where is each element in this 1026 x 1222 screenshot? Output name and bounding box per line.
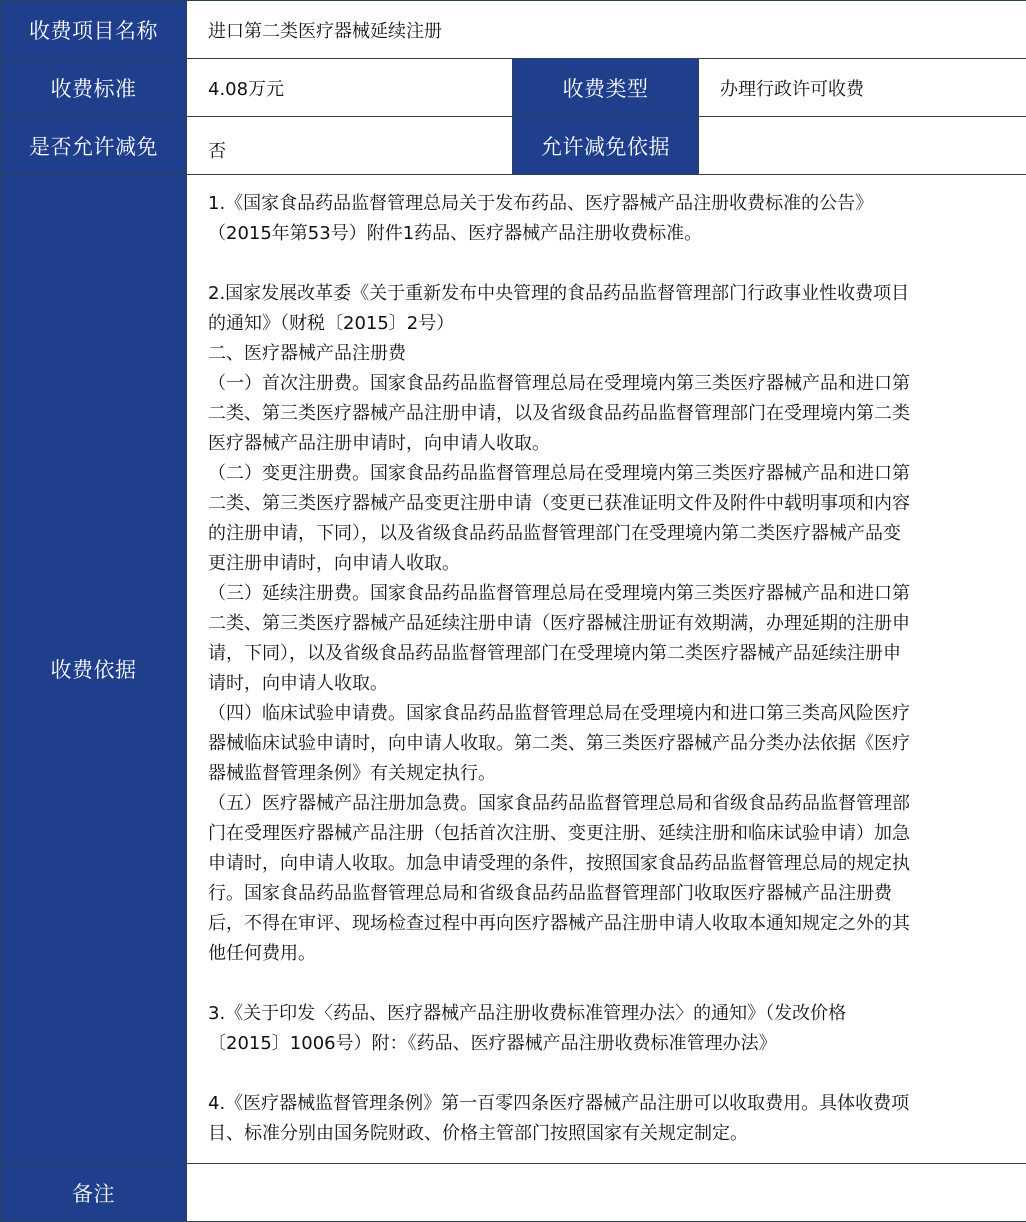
row-fee-basis bbox=[1, 175, 1026, 1164]
remarks-label: 备注 bbox=[1, 1164, 187, 1222]
reduction-basis-label: 允许减免依据 bbox=[513, 117, 699, 175]
reduction-allowed-label: 是否允许减免 bbox=[1, 117, 187, 175]
fee-type-value: 办理行政许可收费 bbox=[699, 59, 1026, 117]
row-reduction bbox=[1, 117, 1026, 175]
row-fee-item-name bbox=[1, 1, 1026, 59]
remarks-value bbox=[187, 1164, 1026, 1222]
fee-basis-paragraph-3: 3.《关于印发〈药品、医疗器械产品注册收费标准管理办法〉的通知》（发改价格 〔2015〕1006号）附：《药品、医疗器械产品注册收费标准管理办法》 bbox=[208, 999, 1004, 1059]
fee-basis-content bbox=[187, 175, 1026, 1164]
reduction-allowed-value: 否 bbox=[187, 117, 513, 175]
row-fee-standard bbox=[1, 59, 1026, 117]
fee-type-label: 收费类型 bbox=[513, 59, 699, 117]
fee-standard-label: 收费标准 bbox=[1, 59, 187, 117]
fee-item-name-value: 进口第二类医疗器械延续注册 bbox=[187, 1, 1026, 59]
fee-item-name-label: 收费项目名称 bbox=[1, 1, 187, 59]
fee-basis-paragraph-1: 1.《国家食品药品监督管理总局关于发布药品、医疗器械产品注册收费标准的公告》 （2015年第53号）附件1药品、医疗器械产品注册收费标准。 bbox=[208, 189, 1004, 249]
fee-basis-paragraph-4: 4.《医疗器械监督管理条例》第一百零四条医疗器械产品注册可以收取费用。具体收费项 目、标准分别由国务院财政、价格主管部门按照国家有关规定制定。 bbox=[208, 1089, 1004, 1149]
reduction-basis-value bbox=[699, 117, 1026, 175]
fee-basis-label: 收费依据 bbox=[1, 175, 187, 1164]
row-remarks bbox=[1, 1164, 1026, 1222]
fee-basis-paragraph-2: 2.国家发展改革委《关于重新发布中央管理的食品药品监督管理部门行政事业性收费项目 的通知》（财税〔2015〕2号） 二、医疗器械产品注册费 （一）首次注册费。国家食品药品监督管理总局在受理境内第三类医疗器械产品和进口第 二类、第三类医疗器械产品注册申请，以及省级食品药品监督管理部门在受理境内第二类 医疗器械产品注册申请时，向申请人收取。 （二）变更注册费。国家食品药品监督管理总局在受理境内第三类医疗器械产品和进口第 二类、第三类医疗器械产品变更注册申请（变更已获准证明文件及附件中载明事项和内容 的注册申请，下同），以及省级食品药品监督管理部门在受理境内第二类医疗器械产品变 更注册申请时，向申请人收取。 （三）延续注册费。国家食品药品监督管理总局在受理境内第三类医疗器械产品和进口第 二类、第三类医疗器械产品延续注册申请（医疗器械注册证有效期满，办理延期的注册申 请，下同），以及省级食品药品监督管理部门在受理境内第二类医疗器械产品延续注册申 请时，向申请人收取。 （四）临床试验申请费。国家食品药品监督管理总局在受理境内和进口第三类高风险医疗 器械临床试验申请时，向申请人收取。第二类、第三类医疗器械产品分类办法依据《医疗 器械监督管理条例》有关规定执行。 （五）医疗器械产品注册加急费。国家食品药品监督管理总局和省级食品药品监督管理部 门在受理医疗器械产品注册（包括首次注册、变更注册、延续注册和临床试验申请）加急 申请时，向申请人收取。加急申请受理的条件，按照国家食品药品监督管理总局的规定执 行。国家食品药品监督管理总局和省级食品药品监督管理部门收取医疗器械产品注册费 后，不得在审评、现场检查过程中再向医疗器械产品注册申请人收取本通知规定之外的其 他任何费用。 bbox=[208, 279, 1004, 969]
fee-standard-value: 4.08万元 bbox=[187, 59, 513, 117]
